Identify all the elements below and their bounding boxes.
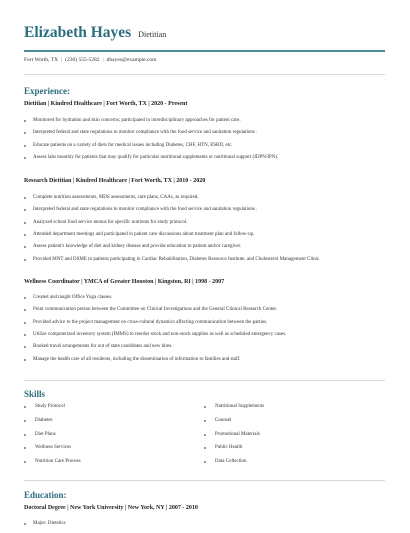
- list-item: [24, 244, 386, 250]
- resume-header: [24, 24, 386, 42]
- list-item: [24, 320, 386, 326]
- bullet-icon: [24, 297, 26, 299]
- bullet-text: Manage the health care of all residents, including the dissemination of information to families and staff.: [33, 356, 241, 362]
- bullet-icon: [24, 246, 26, 248]
- education-bullets: [24, 521, 386, 533]
- list-item: [24, 207, 386, 213]
- skill-item: [24, 445, 204, 451]
- bullet-icon: [204, 461, 206, 463]
- bullet-icon: [24, 259, 26, 261]
- contact-location: Fort Worth, TX: [24, 57, 59, 63]
- bullet-icon: [204, 420, 206, 422]
- bullet-icon: [24, 406, 26, 408]
- bullet-icon: [24, 145, 26, 147]
- skill-text: Public Health: [215, 445, 243, 451]
- contact-email[interactable]: dhayes@example.com: [106, 57, 157, 63]
- candidate-name: Elizabeth Hayes: [24, 24, 132, 41]
- bullet-text: Attended department meetings and participated in patient care discussions about treatment plan and follow-up.: [33, 231, 255, 237]
- bullet-icon: [24, 523, 26, 525]
- list-item: [24, 118, 386, 124]
- bullet-icon: [24, 420, 26, 422]
- bullet-text: Assess labs monthly for patients that may qualify for particular nutritional supplements or nutritional support (IDPN/IPN).: [33, 154, 279, 160]
- skill-text: Data Collection: [215, 459, 247, 465]
- bullet-text: Created and taught Office Yoga classes.: [33, 295, 113, 300]
- bullet-text: Monitored for hydration and skin concerns; participated in interdisciplinary approaches for patient care.: [33, 118, 241, 123]
- bullet-icon: [24, 234, 26, 236]
- bullet-icon: [204, 447, 206, 449]
- job-title: Dietitian | Kindred Healthcare | Fort Worth, TX | 2020 - Present: [24, 101, 188, 107]
- bullet-icon: [24, 434, 26, 436]
- bullet-icon: [24, 346, 26, 348]
- job-title: Wellness Coordinator | YMCA of Greater Houston | Kingston, RI | 1998 - 2007: [24, 279, 225, 285]
- skill-text: Promotional Materials: [215, 431, 260, 437]
- skill-text: Nutritional Supplements: [215, 404, 265, 409]
- bullet-text: Assess patient's knowledge of diet and kidney disease and provide education to patient and/or caregiver.: [33, 244, 242, 250]
- header-divider: [24, 50, 385, 52]
- skill-item: [24, 418, 204, 424]
- bullet-text: Interpreted federal and state regulations to monitor compliance with the food service and sanitation regulations .: [33, 207, 258, 213]
- bullet-text: Educate patients on a variety of diets for medical issues including Diabetes, CHF, HTN, ESRD, etc.: [33, 142, 233, 148]
- name-row: [24, 24, 386, 42]
- job-bullets: [24, 195, 386, 269]
- skill-text: Wellness Services: [35, 445, 72, 451]
- list-item: [24, 232, 386, 238]
- skill-text: Diabetes: [35, 417, 53, 423]
- skill-text: Diet Plans: [35, 431, 56, 437]
- bullet-text: Utilize computerized inventory system (IMMS) to reorder stock and non-stock supplies as well as scheduled emergency cases.: [33, 331, 287, 337]
- bullet-icon: [24, 359, 26, 361]
- bullet-text: Interpreted federal and state regulations to monitor compliance with the food service and sanitation regulations .: [33, 130, 258, 136]
- degree-title: Doctoral Degree | New York University | New York, NY | 2007 - 2010: [24, 505, 198, 511]
- list-item: [24, 344, 386, 350]
- list-item: [24, 357, 386, 363]
- experience-heading: Experience:: [24, 86, 70, 96]
- bullet-icon: [24, 461, 26, 463]
- bullet-icon: [204, 434, 206, 436]
- education-heading: Education:: [24, 490, 67, 500]
- job-bullets: [24, 118, 386, 167]
- skill-text: Study Protocol: [35, 404, 65, 409]
- bullet-text: Booked travel arrangements for out of state candidates and new hires.: [33, 344, 173, 350]
- skills-list: [24, 404, 386, 473]
- bullet-icon: [24, 322, 26, 324]
- bullet-icon: [24, 132, 26, 134]
- bullet-icon: [24, 447, 26, 449]
- skill-item: [204, 404, 384, 410]
- list-item: [24, 521, 386, 527]
- job-bullets: [24, 295, 386, 369]
- bullet-icon: [24, 222, 26, 224]
- bullet-icon: [24, 197, 26, 199]
- skill-text: Counsel: [215, 417, 232, 423]
- list-item: [24, 195, 386, 201]
- skill-item: [24, 459, 204, 465]
- bullet-icon: [24, 157, 26, 159]
- skill-text: Nutrition Care Process: [35, 459, 81, 465]
- bullet-icon: [24, 309, 26, 311]
- section-divider: [24, 74, 385, 75]
- skill-item: [24, 432, 204, 438]
- skills-heading: Skills: [24, 389, 46, 399]
- section-divider: [24, 480, 385, 481]
- bullet-text: Analyzed school food service menus for specific nutrients for study protocol.: [33, 219, 188, 225]
- skill-item: [204, 418, 384, 424]
- contact-separator: |: [61, 57, 63, 63]
- bullet-text: Point communication person between the Committee on Clinical Investigations and the General Clinical Research Center.: [33, 307, 277, 313]
- list-item: [24, 295, 386, 301]
- contact-separator: |: [102, 57, 104, 63]
- candidate-title: Dietitian: [138, 30, 167, 39]
- bullet-text: Provided advice to the project management on cross-cultural dynamics affecting communication between the parties.: [33, 319, 268, 325]
- skill-item: [24, 404, 204, 410]
- bullet-icon: [24, 209, 26, 211]
- bullet-text: Complete nutrition assessments, MDS assessments, care plans, CAAs, as required.: [33, 195, 199, 200]
- section-divider: [24, 380, 385, 381]
- skill-item: [204, 445, 384, 451]
- bullet-icon: [24, 334, 26, 336]
- list-item: [24, 130, 386, 136]
- list-item: [24, 257, 386, 263]
- bullet-icon: [204, 406, 206, 408]
- skill-item: [204, 432, 384, 438]
- list-item: [24, 155, 386, 161]
- job-title: Research Dietitian | Kindred Healthcare | Fort Worth, TX | 2010 - 2020: [24, 178, 206, 184]
- skill-item: [204, 459, 384, 465]
- list-item: [24, 143, 386, 149]
- bullet-icon: [24, 120, 26, 122]
- list-item: [24, 220, 386, 226]
- list-item: [24, 307, 386, 313]
- list-item: [24, 332, 386, 338]
- contact-phone: (230) 555-5282: [65, 57, 100, 63]
- bullet-text: Provided MNT and DSME to patients participating in Cardiac Rehabilitation, Diabetes Resource Institute, and Cholesterol Management Clinic.: [33, 256, 321, 262]
- contact-line: [24, 57, 156, 63]
- bullet-text: Major: Dietetics: [33, 521, 66, 526]
